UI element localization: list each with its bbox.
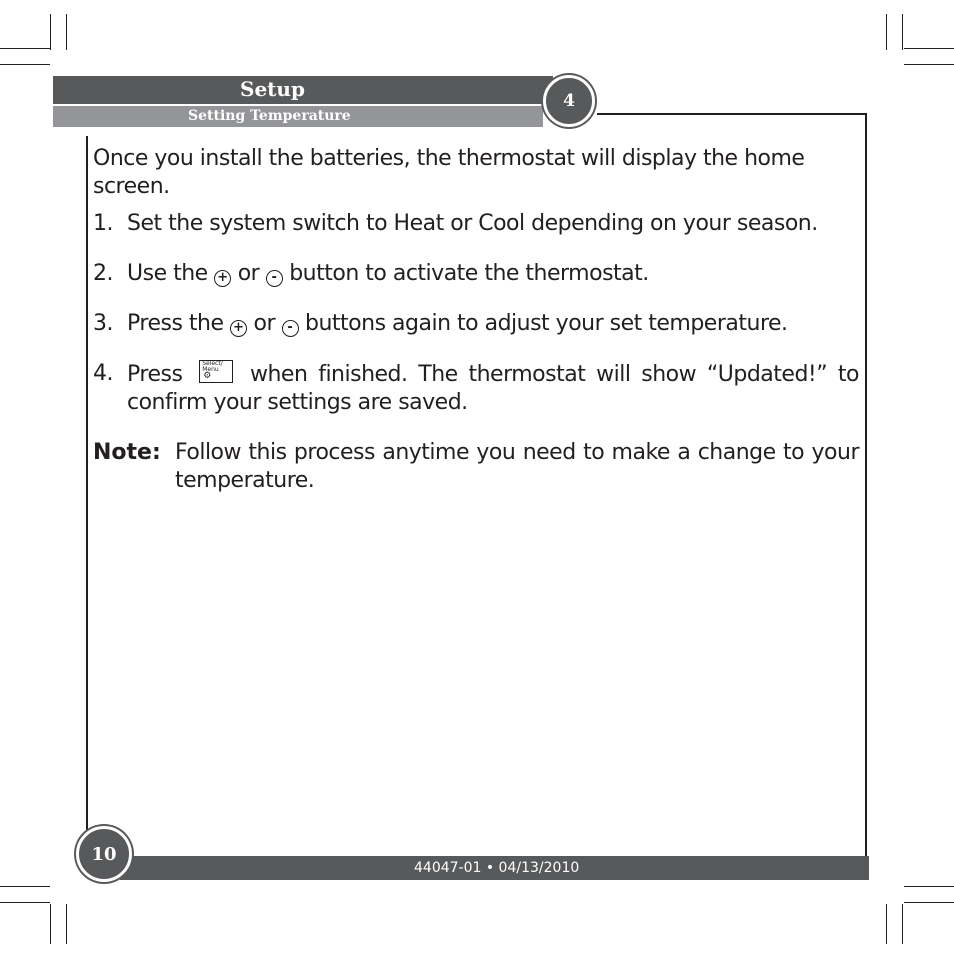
frame-border-top [597, 113, 867, 115]
minus-button-icon: - [266, 270, 283, 287]
crop-mark [886, 904, 887, 944]
step-item [93, 310, 859, 338]
note-label: Note: [93, 440, 161, 465]
frame-border-right [865, 113, 867, 856]
section-title: Setup [240, 77, 305, 101]
crop-mark [904, 902, 954, 903]
crop-mark [904, 886, 954, 887]
step-text-post: buttons again to adjust your set temperature. [305, 311, 788, 336]
crop-mark [0, 64, 50, 65]
instructions-body [93, 145, 859, 495]
crop-mark [902, 904, 903, 944]
step-text [127, 260, 859, 288]
crop-mark [902, 14, 903, 50]
note-block [93, 439, 859, 495]
crop-mark [904, 64, 954, 65]
crop-mark [66, 14, 67, 50]
step-number: 4. [93, 361, 113, 386]
step-text: Set the system switch to Heat or Cool depending on your season. [127, 211, 818, 236]
step-text-post: when finished. The thermostat will show “Updated!” to confirm your settings are saved. [127, 362, 860, 415]
note-text: Follow this process anytime you need to make a change to your temperature. [175, 440, 859, 493]
step-number: 3. [93, 311, 113, 336]
intro-paragraph: Once you install the batteries, the thermostat will display the home screen. [93, 146, 805, 199]
step-text-mid: or [237, 261, 260, 286]
crop-mark [66, 904, 67, 944]
step-item [93, 260, 859, 288]
minus-button-icon: - [282, 320, 299, 337]
crop-mark [50, 904, 51, 944]
frame-border-left [86, 136, 88, 832]
crop-mark [0, 48, 50, 49]
step-number-badge: 4 [543, 75, 595, 127]
plus-button-icon: + [214, 270, 231, 287]
step-text-post: button to activate the thermostat. [289, 261, 649, 286]
crop-mark [0, 886, 50, 887]
subsection-title: Setting Temperature [188, 108, 351, 124]
step-text-pre: Press the [127, 311, 224, 336]
plus-button-icon: + [230, 320, 247, 337]
step-text-pre: Press [127, 362, 183, 387]
gear-icon: ⚙ [203, 371, 212, 381]
step-text-mid: or [253, 311, 276, 336]
crop-mark [50, 14, 51, 50]
step-item [93, 210, 859, 238]
crop-mark [904, 48, 954, 49]
crop-mark [886, 14, 887, 50]
step-text [127, 360, 859, 417]
step-number: 2. [93, 261, 113, 286]
page-number-badge: 10 [76, 826, 132, 882]
step-text-pre: Use the [127, 261, 208, 286]
crop-mark [0, 902, 50, 903]
step-item [93, 360, 859, 417]
step-text [127, 310, 859, 338]
select-menu-button-icon [199, 360, 233, 383]
step-number: 1. [93, 211, 113, 236]
select-menu-label: Select/ Menu [202, 360, 223, 373]
document-code: 44047-01 • 04/13/2010 [414, 860, 580, 876]
